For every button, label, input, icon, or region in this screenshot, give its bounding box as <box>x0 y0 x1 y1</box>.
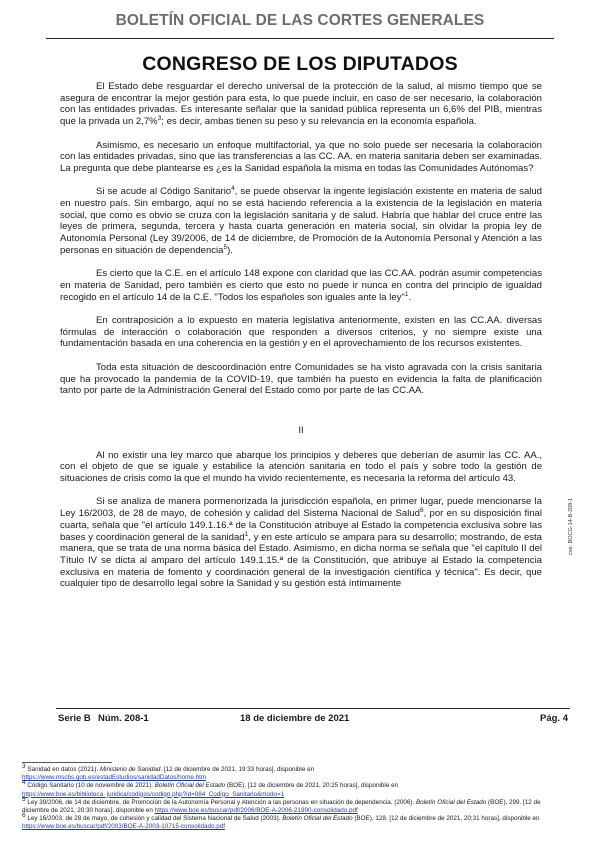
paragraph: Si se acude al Código Sanitario$^4$, se puede observar la ingente legislación existente en materia de salud en nuestro país. Sin embargo, aquí no se está haciendo referencia a la existencia de la legislación en materia social, que como es obvio se cruza con la legislación sanitaria y de salud. Habría que hablar del cruce entre las leyes de primera, segunda, tercera y hasta cuarta generación en materia social, sin olvidar la propia ley de Autonomía Personal (Ley 39/2006, de 14 de diciembre, de Promoción de la Autonomía Personal y Atención a las personas en situación de dependencia$^5$). <box>60 185 542 256</box>
footnote-ref[interactable]: 3 <box>157 114 162 122</box>
footnote-ref[interactable]: 1 <box>244 530 249 538</box>
header-rule <box>46 38 554 39</box>
paragraph: Asimismo, es necesario un enfoque multifactorial, ya que no solo puede ser necesaria la colaboración con las entidades privadas, sino que las transferencias a las CC. AA. en materia sanitaria deben ser examinadas. La pregunta que debe plantearse es ¿es la Sanidad española la misma en todas las Comunidades Autónomas? <box>60 139 542 174</box>
footnote-link[interactable]: https://www.boe.es/buscar/pdf/2006/BOE-A-2006-21990-consolidado.pdf <box>154 807 358 815</box>
footnote: 3 Sanidad en datos (2021). Ministerio de Sanidad. [12 de diciembre de 2021, 19:33 horas], disponible en https://www.mscbs.gob.es/estadEstudios/sanidadDatos/home.htm <box>22 762 315 782</box>
footnotes <box>22 762 562 832</box>
footnote-ref[interactable]: 5 <box>223 243 228 251</box>
bulletin-title: BOLETÍN OFICIAL DE LAS CORTES GENERALES <box>115 12 485 29</box>
footnote-ref[interactable]: 1 <box>404 290 409 298</box>
footnote-ref[interactable]: 6 <box>419 506 424 514</box>
issue-number: Núm. 208-1 <box>98 713 149 724</box>
paragraph: Toda esta situación de descoordinación entre Comunidades se ha visto agravada con la crisis sanitaria que ha provocado la pandemia de la COVID-19, que también ha puesto en evidencia la falta de planificación tanto por parte de la Administración General del Estado como por parte de las CC.AA. <box>60 361 542 397</box>
footnote: 5 Ley 39/2006, de 14 de diciembre, de Promoción de la Autonomía Personal y Atención a las personas en situación de dependencia. (2006). Boletín Oficial del Estado (BOE), 299. [12 de diciembre de 2021, 20:30 horas], disponible en https://www.boe.es/buscar/pdf/2006/BOE-A-2006-21990-consolidado.pdf <box>22 795 541 815</box>
page-footer <box>58 713 570 725</box>
footer-rule <box>56 708 570 709</box>
document-cve-code: cve: BOCG-14-B-208-1 <box>568 497 574 555</box>
footnotes-rule <box>22 762 112 763</box>
document-body <box>60 81 542 602</box>
footnote-link[interactable]: https://www.boe.es/biblioteca_juridica/codigos/codigo.php?id=084_Codigo_Sanitario&modo=1 <box>22 790 285 798</box>
paragraph: Es cierto que la C.E. en el artículo 148 expone con claridad que las CC.AA. podrán asumir competencias en materia de Sanidad, pero también es cierto que esto no puede ir nunca en contra del principio de igualdad recogido en el artículo 14 de la C.E. "Todos los españoles son iguales ante la ley"$^1$. <box>60 268 542 303</box>
page-number: Pág. 4 <box>540 713 568 724</box>
footnote-ref[interactable]: 4 <box>231 185 235 193</box>
footnote-link[interactable]: https://www.boe.es/buscar/pdf/2003/BOE-A-2003-10715-consolidado.pdf <box>22 823 226 831</box>
paragraph: Si se analiza de manera pormenorizada la jurisdicción española, en primer lugar, puede mencionarse la Ley 16/2003, de 28 de mayo, de cohesión y calidad del Sistema Nacional de Salud$^6$, por en su disposición final cuarta, señala que "el artículo 149.1.16.ª de la Constitución atribuye al Estado la competencia exclusiva sobre las bases y coordinación general de la sanidad$^1$, y en este artículo se ampara para su desarrollo; mostrando, de esta manera, que se trata de una norma básica del Estado. Asimismo, en dicha norma se señala que "el capítulo II del Título IV se dicta al amparo del artículo 149.1.15.ª de la Constitución, que atribuye al Estado la competencia exclusiva en materia de fomento y coordinación general de la investigación científica y técnica". Es decir, que cualquier tipo de desarrollo legal sobre la Sanidad y su gestión está íntimamente <box>60 496 542 590</box>
section-heading: II <box>298 424 304 436</box>
paragraph: El Estado debe resguardar el derecho universal de la protección de la salud, al mismo tiempo que se asegura de encontrar la mejor gestión para esta, lo que puede incluir, en caso de ser necesario, la colaboración con las entidades privadas. Es interesante señalar que la sanidad pública representa un 6,6% del PIB, mientras que la privada un 2,7%$^3$; es decir, ambas tienen su peso y su relevancia en la economía española. <box>60 81 542 128</box>
footnote: 6 Ley 16/2003, de 28 de mayo, de cohesión y calidad del Sistema Nacional de Salud (2003). Boletín Oficial del Estado (BOE), 128. [12 de diciembre de 2021, 20:31 horas], disponible en https://www.boe.es/buscar/pdf/2003/BOE-A-2003-10715-consolidado.pdf <box>22 812 540 831</box>
paragraph: En contraposición a lo expuesto en materia legislativa anteriormente, existen en las CC.AA. diversas fórmulas de interacción o colaboración que responden a diversos criterios, y no siempre existe una fundamentación basada en una coherencia en la gestión y en el aprovechamiento de los recursos existentes. <box>60 315 542 350</box>
series-label: Serie B <box>58 713 91 724</box>
publication-date: 18 de diciembre de 2021 <box>240 713 350 724</box>
chamber-title: CONGRESO DE LOS DIPUTADOS <box>142 53 458 75</box>
footnote: 4 Código Sanitario (10 de noviembre de 2021). Boletín Oficial del Estado (BOE). [12 de diciembre de 2021, 20:25 horas], disponible en https://www.boe.es/biblioteca_juridica/codigos/codigo.php?id=084_Codigo_Sanitario&modo=1 <box>22 779 399 798</box>
paragraph: Al no existir una ley marco que abarque los principios y deberes que deberían de asumir las CC. AA., con el objeto de que se iguale y estabilice la atención sanitaria en todo el país y sobre todo la gestión de situaciones de crisis como la que el mundo ha vivido recientemente, es necesaria la reforma del artículo 43. <box>60 449 542 485</box>
footnote-link[interactable]: https://www.mscbs.gob.es/estadEstudios/sanidadDatos/home.htm <box>22 774 207 782</box>
